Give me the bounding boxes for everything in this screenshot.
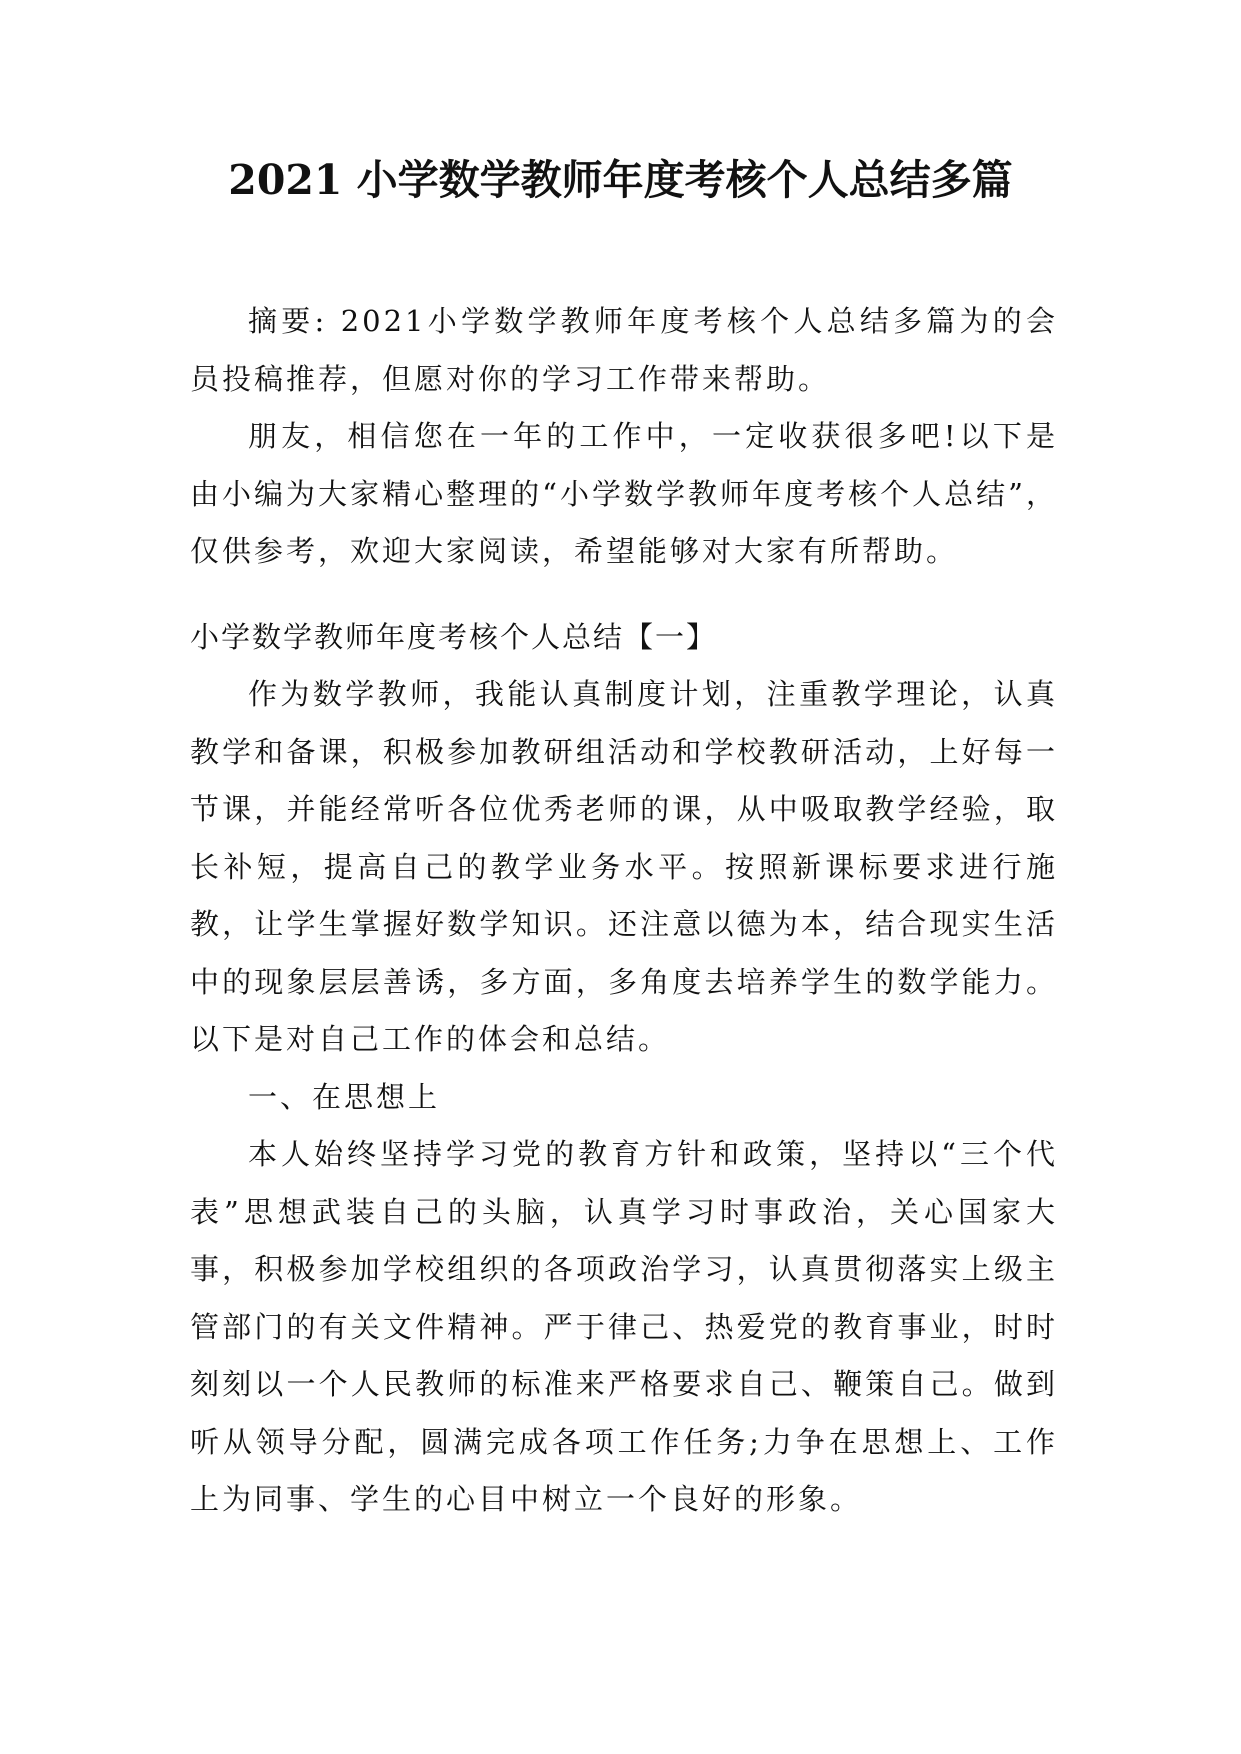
subheading-thought: 一、在思想上 [248, 1079, 441, 1114]
document-title: 2021 小学数学教师年度考核个人总结多篇 [228, 156, 1013, 204]
body-paragraph-1: 作为数学教师，我能认真制度计划，注重教学理论，认真教学和备课，积极参加教研组活动和学校教研活动，上好每一节课，并能经常听各位优秀老师的课，从中吸取教学经验，取长补短，提高自己的教学业务水平。按照新课标要求进行施教，让学生掌握好数学知识。还注意以德为本，结合现实生活中的现象层层善诱，多方面，多角度去培养学生的数学能力。以下是对自己工作的体会和总结。 [190, 677, 1058, 1056]
section-gap [190, 581, 1058, 609]
body-paragraph-2: 本人始终坚持学习党的教育方针和政策，坚持以“三个代表”思想武装自己的头脑，认真学习时事政治，关心国家大事，积极参加学校组织的各项政治学习，认真贯彻落实上级主管部门的有关文件精神。严于律己、热爱党的教育事业，时时刻刻以一个人民教师的标准来严格要求自己、鞭策自己。做到听从领导分配，圆满完成各项工作任务;力争在思想上、工作上为同事、学生的心目中树立一个良好的形象。 [190, 1137, 1058, 1516]
abstract-paragraph: 摘要: 2021小学数学教师年度考核个人总结多篇为的会员投稿推荐，但愿对你的学习工作带来帮助。 [190, 304, 1058, 396]
section-heading: 小学数学教师年度考核个人总结【一】 [190, 619, 718, 654]
document-body [190, 293, 1058, 1529]
intro-paragraph: 朋友，相信您在一年的工作中，一定收获很多吧!以下是由小编为大家精心整理的“小学数学教师年度考核个人总结”，仅供参考，欢迎大家阅读，希望能够对大家有所帮助。 [190, 419, 1058, 568]
